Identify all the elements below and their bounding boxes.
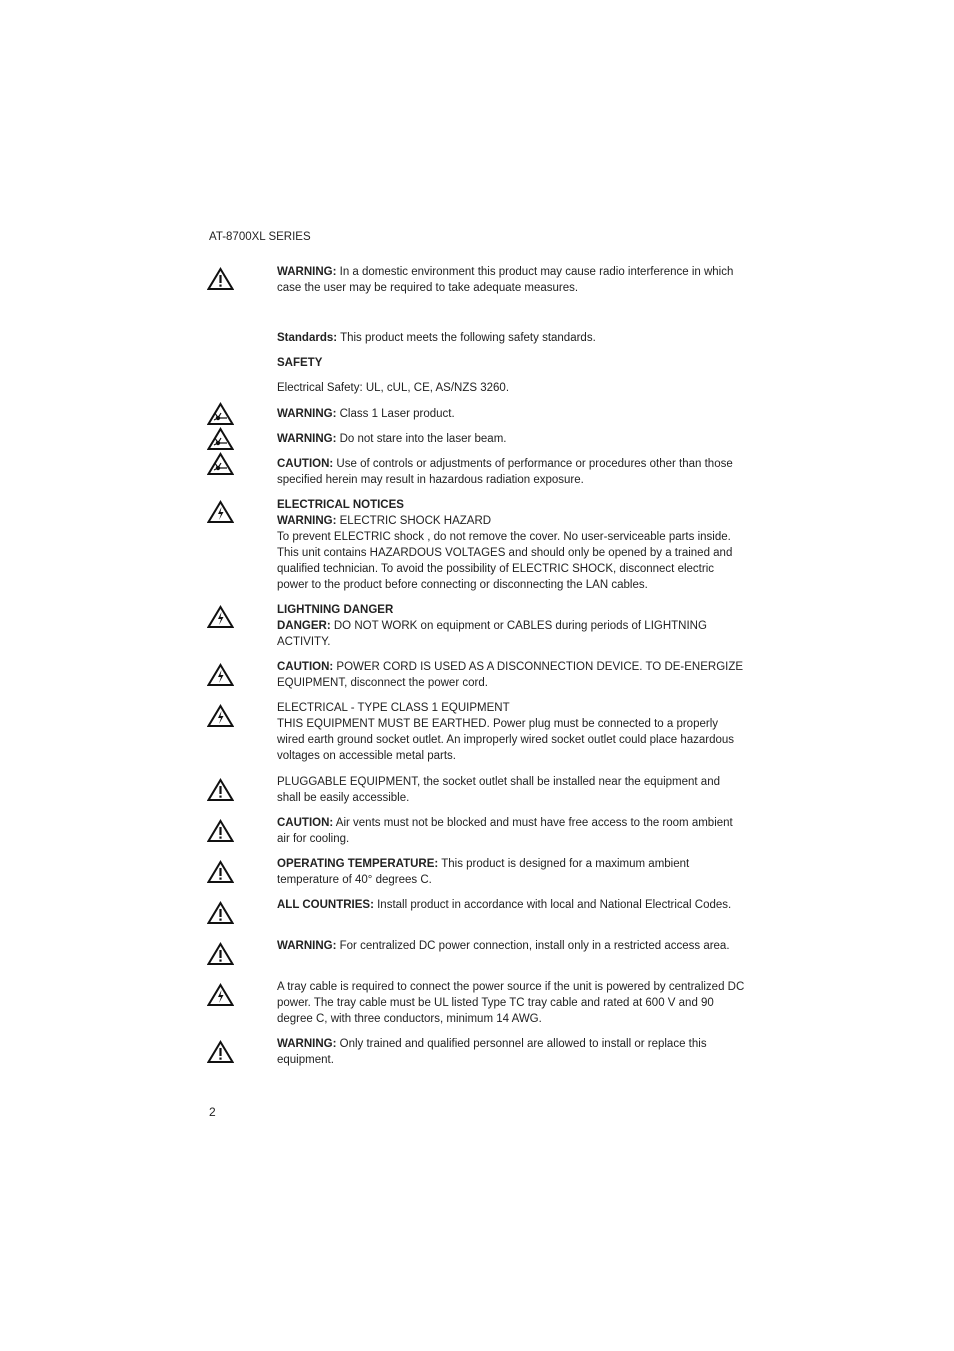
caution-label: CAUTION: (277, 661, 334, 673)
warning-label: WARNING: (277, 940, 337, 952)
warning-icon (207, 267, 234, 291)
warning-label: WARNING: (277, 515, 337, 527)
laser-beam-warning (277, 431, 745, 447)
caution-text: Air vents must not be blocked and must have free access to the room ambient air for cooling. (277, 817, 733, 845)
warning-text: Do not stare into the laser beam. (339, 433, 507, 445)
pluggable-text: PLUGGABLE EQUIPMENT, the socket outlet shall be installed near the equipment and shall be easily accessible. (277, 776, 720, 804)
warning-icon (207, 901, 234, 925)
warning-label: WARNING: (277, 433, 337, 445)
class1-text: THIS EQUIPMENT MUST BE EARTHED. Power plug must be connected to a properly wired earth ground socket outlet. An improperly wired socket outlet could place hazardous voltages on accessible metal parts. (277, 718, 735, 762)
standards-text: This product meets the following safety standards. (340, 332, 596, 344)
electrical-notices-heading: ELECTRICAL NOTICES (277, 499, 404, 511)
class1-equipment-notice (277, 700, 745, 764)
warning-label: WARNING: (277, 408, 337, 420)
caution-label: CAUTION: (277, 817, 334, 829)
electrical-safety-text: Electrical Safety: UL, cUL, CE, AS/NZS 3260. (277, 382, 510, 394)
all-countries-text: Install product in accordance with local and National Electrical Codes. (377, 899, 732, 911)
page-header: AT-8700XL SERIES (209, 231, 311, 243)
all-countries-label: ALL COUNTRIES: (277, 899, 374, 911)
laser-warning-icon (207, 402, 234, 426)
caution-text: Use of controls or adjustments of performance or procedures other than those specified herein may result in hazardous radiation exposure. (277, 458, 733, 486)
pluggable-equipment-notice (277, 774, 745, 806)
warning-label: WARNING: (277, 266, 337, 278)
electric-shock-icon (207, 663, 234, 687)
operating-temperature-label: OPERATING TEMPERATURE: (277, 858, 439, 870)
laser-warning-icon (207, 452, 234, 476)
danger-text: DO NOT WORK on equipment or CABLES during periods of LIGHTNING ACTIVITY. (277, 620, 707, 648)
electric-shock-icon (207, 605, 234, 629)
electrical-notices-text: To prevent ELECTRIC shock , do not remove the cover. No user-serviceable parts inside. This unit contains HAZARDOUS VOLTAGES and should only be opened by a trained and qualified technician. To avoid the possibility of ELECTRIC SHOCK, disconnect electric power to the product before connecting or disconnecting the LAN cables. (277, 531, 733, 591)
dc-power-warning (277, 938, 745, 954)
electrical-notices (277, 497, 745, 593)
caution-label: CAUTION: (277, 458, 334, 470)
warning-icon (207, 778, 234, 802)
warning-text: For centralized DC power connection, install only in a restricted access area. (339, 940, 730, 952)
tray-cable-text: A tray cable is required to connect the power source if the unit is powered by centralized DC power. The tray cable must be UL listed Type TC tray cable and rated at 600 V and 90 degree C, with three conductors, minimum 14 AWG. (277, 981, 745, 1025)
warning-label: WARNING: (277, 1038, 337, 1050)
lightning-danger-heading: LIGHTNING DANGER (277, 604, 394, 616)
danger-label: DANGER: (277, 620, 331, 632)
lightning-danger (277, 602, 745, 650)
class1-title: ELECTRICAL - TYPE CLASS 1 EQUIPMENT (277, 702, 510, 714)
all-countries-notice (277, 897, 745, 913)
electric-shock-icon (207, 704, 234, 728)
warning-icon (207, 1040, 234, 1064)
electric-shock-icon (207, 500, 234, 524)
personnel-warning (277, 1036, 745, 1068)
standards-label: Standards: (277, 332, 338, 344)
safety-heading (277, 355, 745, 371)
warning-icon (207, 942, 234, 966)
electrical-safety-line (277, 380, 745, 396)
safety-heading-text: SAFETY (277, 357, 323, 369)
operating-temperature-notice (277, 856, 745, 888)
operating-temperature-text: This product is designed for a maximum ambient temperature of 40° degrees C. (277, 858, 690, 886)
standards-notice (277, 330, 745, 346)
power-cord-caution (277, 659, 745, 691)
electric-shock-icon (207, 983, 234, 1007)
air-vents-caution (277, 815, 745, 847)
warning-icon (207, 860, 234, 884)
page-number: 2 (209, 1105, 216, 1119)
warning-icon (207, 819, 234, 843)
laser-warning-icon (207, 427, 234, 451)
radiation-caution (277, 456, 745, 488)
laser-class-warning (277, 406, 745, 422)
radio-interference-warning (277, 264, 745, 296)
warning-text: In a domestic environment this product may cause radio interference in which case the user may be required to take adequate measures. (277, 266, 734, 294)
warning-text: Only trained and qualified personnel are allowed to install or replace this equipment. (277, 1038, 707, 1066)
warning-text: Class 1 Laser product. (339, 408, 455, 420)
caution-text: POWER CORD IS USED AS A DISCONNECTION DEVICE. TO DE-ENERGIZE EQUIPMENT, disconnect the power cord. (277, 661, 744, 689)
shock-hazard-subtitle: ELECTRIC SHOCK HAZARD (339, 515, 492, 527)
tray-cable-notice (277, 979, 745, 1027)
